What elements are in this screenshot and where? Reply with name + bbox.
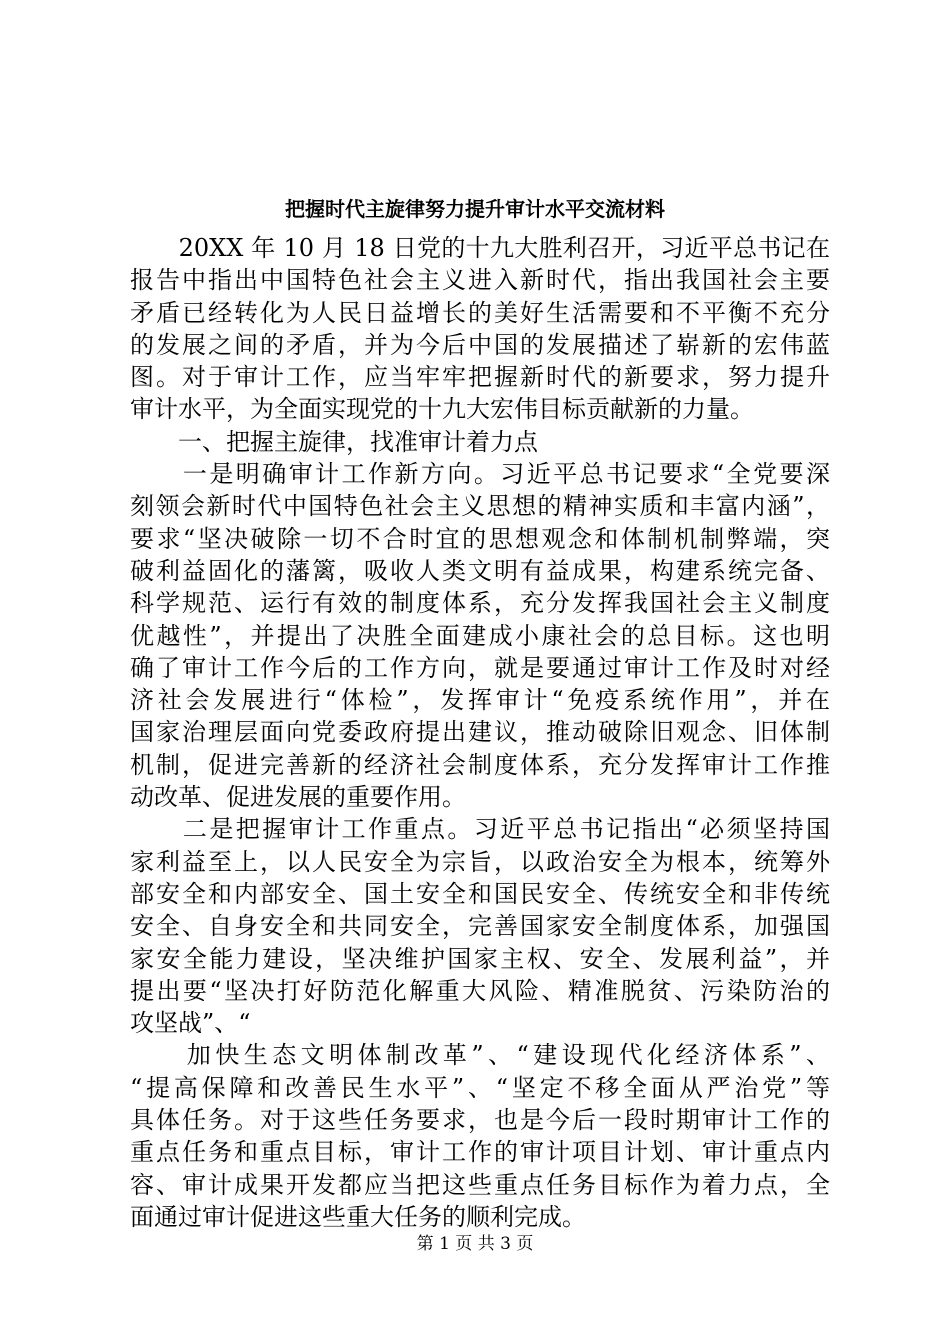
- body-line: 破利益固化的藩篱，吸收人类文明有益成果，构建系统完备、: [130, 556, 830, 585]
- document-title: 把握时代主旋律努力提升审计水平交流材料: [285, 197, 665, 221]
- body-line: 动改革、促进发展的重要作用。: [130, 783, 466, 812]
- body-line: 机制，促进完善新的经济社会制度体系，充分发挥审计工作推: [130, 750, 830, 779]
- body-line: “提高保障和改善民生水平”、“坚定不移全面从严治党”等: [130, 1073, 830, 1102]
- body-line: 科学规范、运行有效的制度体系，充分发挥我国社会主义制度: [130, 589, 830, 618]
- body-line: 优越性”，并提出了决胜全面建成小康社会的总目标。这也明: [130, 621, 830, 650]
- body-line: 加快生态文明体制改革”、“建设现代化经济体系”、: [130, 1041, 830, 1070]
- body-line: 20XX 年 10 月 18 日党的十九大胜利召开，习近平总书记在: [130, 234, 830, 262]
- body-line: 部安全和内部安全、国土安全和国民安全、传统安全和非传统: [130, 879, 830, 908]
- body-line: 审计水平，为全面实现党的十九大宏伟目标贡献新的力量。: [130, 395, 754, 424]
- body-line: 图。对于审计工作，应当牢牢把握新时代的新要求，努力提升: [130, 363, 830, 392]
- body-line: 刻领会新时代中国特色社会主义思想的精神实质和丰富内涵”，: [130, 492, 830, 521]
- body-line: 的发展之间的矛盾，并为今后中国的发展描述了崭新的宏伟蓝: [130, 330, 830, 359]
- body-line: 国家治理层面向党委政府提出建议，推动破除旧观念、旧体制: [130, 718, 830, 747]
- body-line: 家安全能力建设，坚决维护国家主权、安全、发展利益”，并: [130, 944, 830, 973]
- body-line: 确了审计工作今后的工作方向，就是要通过审计工作及时对经: [130, 653, 830, 682]
- body-line: 容、审计成果开发都应当把这些重点任务目标作为着力点，全: [130, 1170, 830, 1199]
- body-line: 提出要“坚决打好防范化解重大风险、精准脱贫、污染防治的: [130, 976, 830, 1005]
- body-line: 一是明确审计工作新方向。习近平总书记要求“全党要深: [130, 460, 830, 489]
- body-line: 报告中指出中国特色社会主义进入新时代，指出我国社会主要: [130, 266, 830, 295]
- body-line: 济社会发展进行“体检”，发挥审计“免疫系统作用”，并在: [130, 686, 830, 715]
- document-body: [130, 232, 830, 1233]
- body-line: 二是把握审计工作重点。习近平总书记指出“必须坚持国: [130, 815, 830, 844]
- body-line: 要求“坚决破除一切不合时宜的思想观念和体制机制弊端，突: [130, 524, 830, 553]
- page-footer: 第 1 页 共 3 页: [416, 1234, 534, 1254]
- body-line: 攻坚战”、“: [130, 1009, 251, 1038]
- body-line: 安全、自身安全和共同安全，完善国家安全制度体系，加强国: [130, 912, 830, 941]
- body-line: 一、把握主旋律，找准审计着力点: [130, 427, 538, 456]
- body-line: 具体任务。对于这些任务要求，也是今后一段时期审计工作的: [130, 1106, 830, 1135]
- body-line: 家利益至上，以人民安全为宗旨，以政治安全为根本，统筹外: [130, 847, 830, 876]
- body-line: 矛盾已经转化为人民日益增长的美好生活需要和不平衡不充分: [130, 298, 830, 327]
- body-line: 面通过审计促进这些重大任务的顺利完成。: [130, 1202, 586, 1231]
- body-line: 重点任务和重点目标，审计工作的审计项目计划、审计重点内: [130, 1138, 830, 1167]
